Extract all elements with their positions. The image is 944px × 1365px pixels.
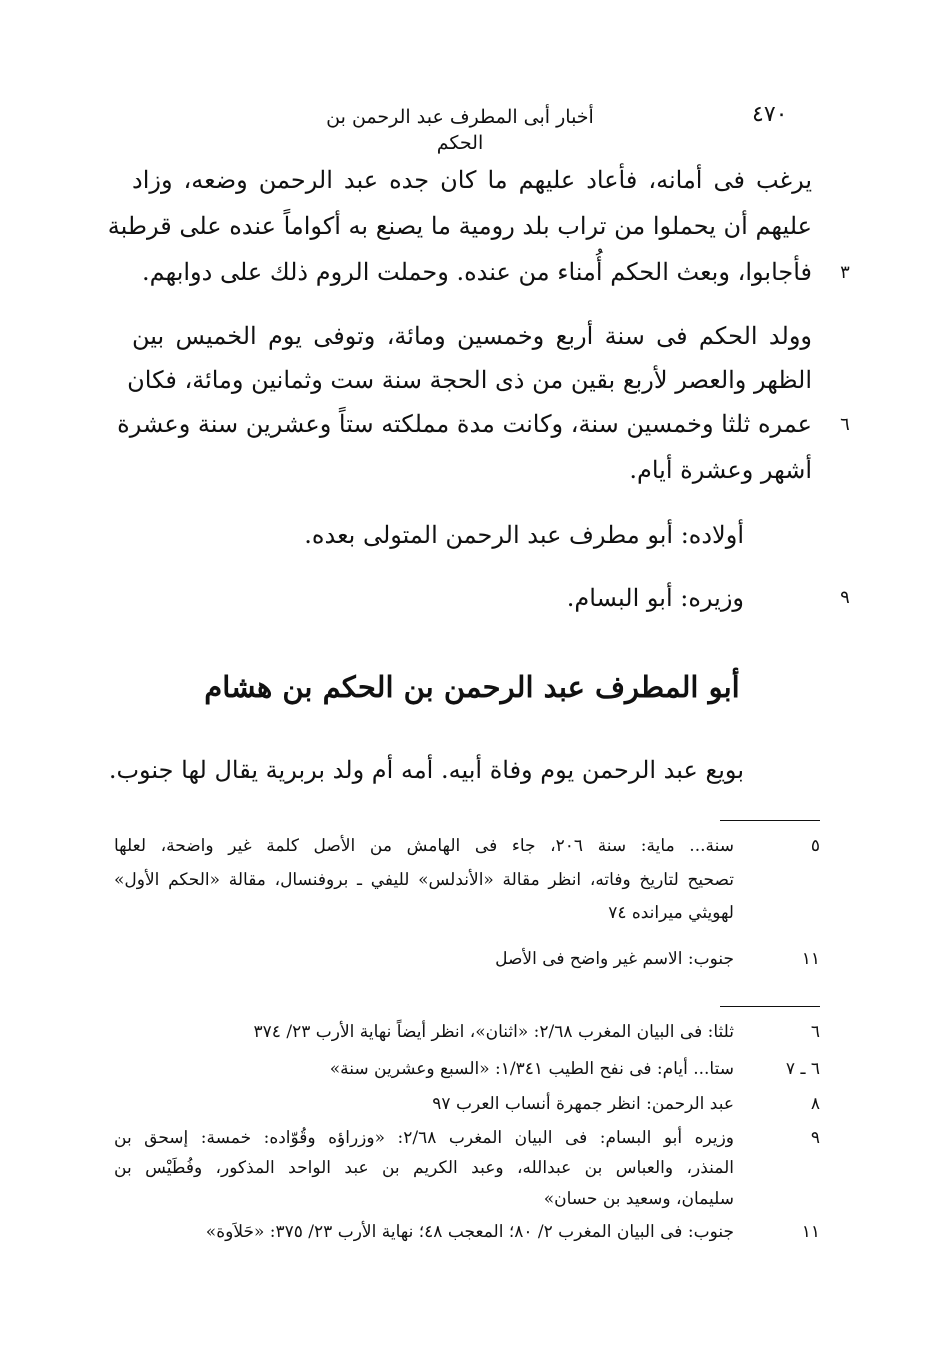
footnote-number-5: ٥ (810, 836, 820, 856)
line-number-9: ٩ (840, 587, 850, 608)
line-number-6: ٦ (840, 414, 850, 435)
body-line-1: يرغب فى أمانه، فأعاد عليهم ما كان جده عبد الرحمن وضعه، وزاد (132, 166, 812, 194)
note-11-line-1: جنوب: فى البيان المغرب ٢/ ٨٠؛ المعجب ٤٨؛ نهاية الأرب ٢٣/ ٣٧٥: «حَلاَوة» (205, 1222, 734, 1242)
note-9-line-2: المنذر، والعباس بن عبدالله، وعبد الكريم بن عبد الواحد المذكور، وفُطَيْس بن (114, 1158, 734, 1178)
body-line-7: أشهر وعشرة أيام. (629, 456, 812, 484)
section-title: أبو المطرف عبد الرحمن بن الحكم بن هشام (204, 670, 740, 704)
running-title: أخبار أبى المطرف عبد الرحمن بن الحكم (326, 106, 594, 154)
body-line-2: عليهم أن يحملوا من تراب بلد رومية ما يصنع به أكواماً عنده على قرطبة (107, 212, 812, 240)
footnote-5-line-3: لهويثي ميرانده ٧٤ (608, 903, 734, 923)
note-9-line-3: سليمان، وسعيد بن حسان» (543, 1189, 734, 1209)
note-number-6-7: ٦ ـ ٧ (785, 1059, 820, 1079)
note-number-8: ٨ (810, 1094, 820, 1114)
note-number-6: ٦ (810, 1022, 820, 1042)
body-line-9: وزيره: أبو البسام. (566, 584, 744, 612)
footnote-5-line-2: تصحيح لتاريخ وفاته، انظر مقالة «الأندلس» لليفي ـ بروفنسال، مقالة «الحكم الأول» (114, 870, 734, 890)
footnote-number-11a: ١١ (801, 949, 820, 969)
footnote-rule-2 (720, 1006, 820, 1007)
body-line-4: وولد الحكم فى سنة أربع وخمسين ومائة، وتوفى يوم الخميس بين (132, 322, 812, 350)
body-line-8: أولاده: أبو مطرف عبد الرحمن المتولى بعده. (304, 521, 744, 549)
body-line-6: عمره ثلثا وخمسين سنة، وكانت مدة مملكته ستاً وعشرين سنة وعشرة (117, 410, 812, 438)
footnote-rule-1 (720, 820, 820, 821)
footnote-11a-text: جنوب: الاسم غير واضح فى الأصل (495, 949, 734, 969)
note-6-line-1: ثلثا: فى البيان المغرب ٢/٦٨: «اثنان»، انظر أيضاً نهاية الأرب ٢٣/ ٣٧٤ (253, 1022, 734, 1042)
note-6-7-line-1: ستا... أيام: فى نفح الطيب ١/٣٤١: «السبع وعشرين سنة» (329, 1059, 734, 1079)
line-number-3: ٣ (840, 262, 850, 283)
note-number-11: ١١ (801, 1222, 820, 1242)
note-8-line-1: عبد الرحمن: انظر جمهرة أنساب العرب ٩٧ (432, 1094, 734, 1114)
note-number-9: ٩ (810, 1128, 820, 1148)
body-line-3: فأجابوا، وبعث الحكم أُمناء من عنده. وحملت الروم ذلك على دوابهم. (142, 258, 812, 286)
section-first-line: بويع عبد الرحمن يوم وفاة أبيه. أمه أم ولد بربرية يقال لها جنوب. (108, 756, 744, 784)
body-line-5: الظهر والعصر لأربع بقين من ذى الحجة سنة ست وثمانين ومائة، فكان (127, 366, 812, 394)
footnote-5-line-1: سنة... ماية: سنة ٢٠٦، جاء فى الهامش من الأصل كلمة غير واضحة، لعلها (114, 836, 735, 856)
page-number: ٤٧٠ (752, 102, 788, 127)
note-9-line-1: وزيره أبو البسام: فى البيان المغرب ٢/٦٨: «وزراؤه وقُوّاده: خمسة: إسحق بن (114, 1128, 735, 1148)
